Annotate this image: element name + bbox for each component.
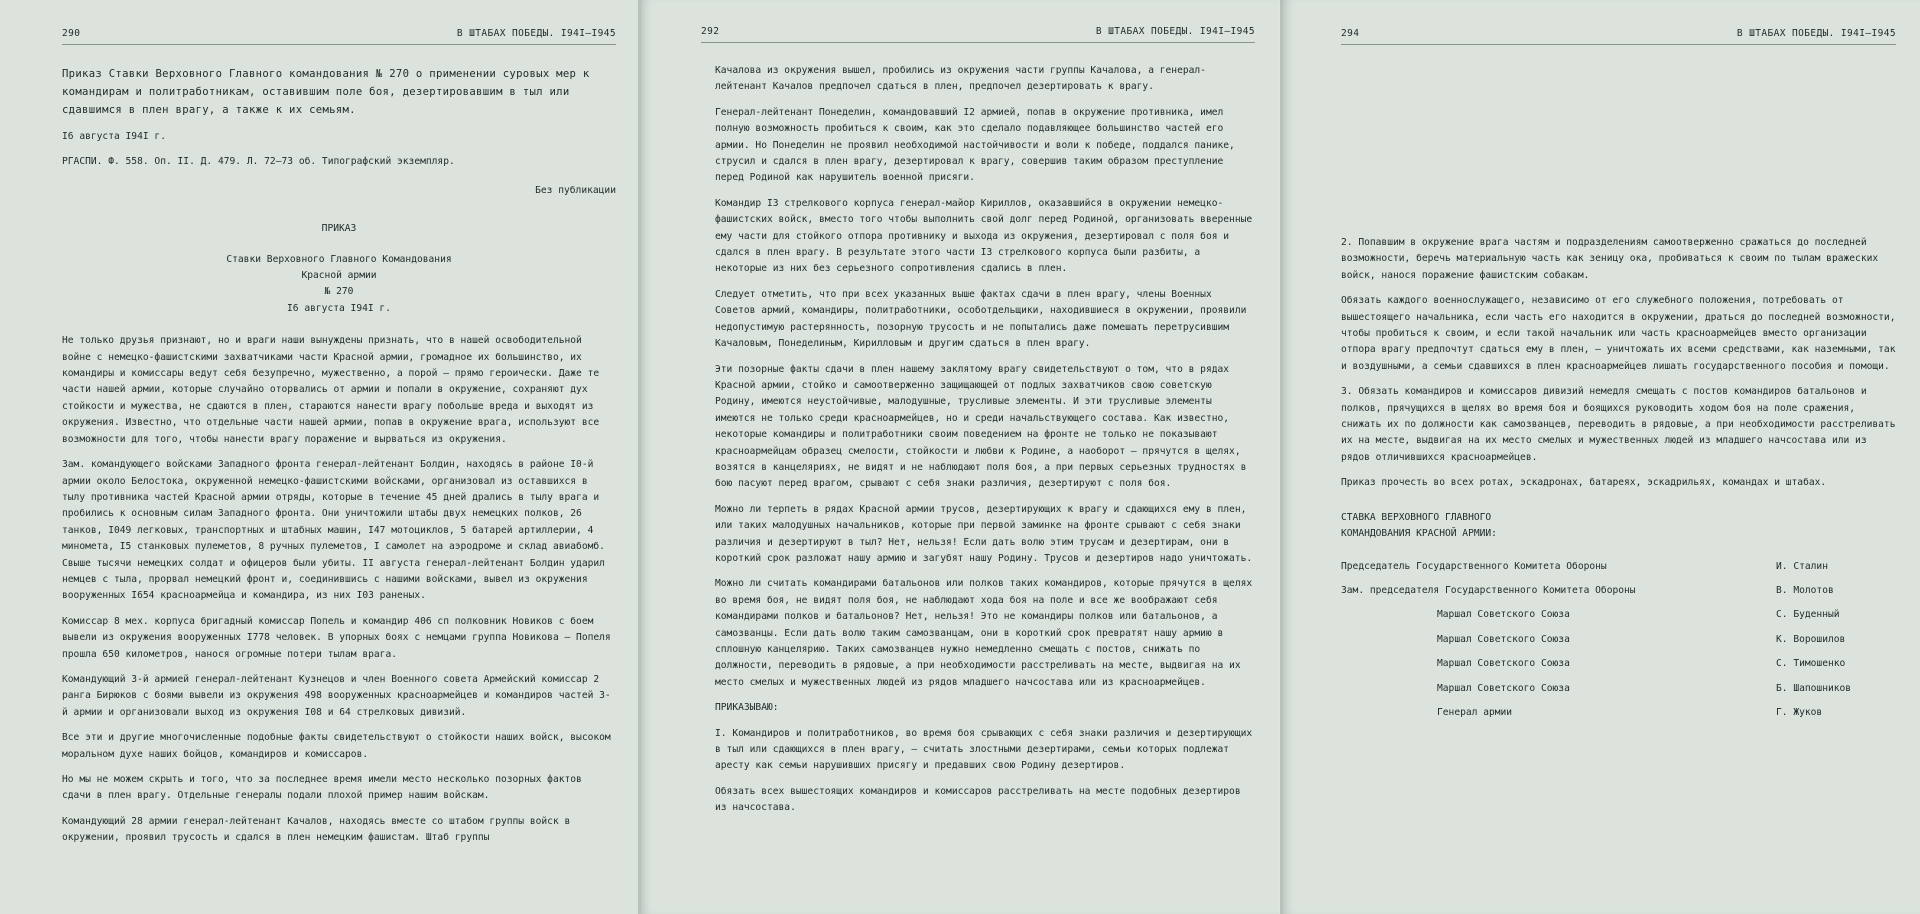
- paragraph: Не только друзья признают, но и враги наши вынуждены признать, что в нашей освободительной войне с немецко-фашистскими захватчиками части Красной армии, громадное их большинство, их командиры и комиссары ведут себя безупречно, мужественно, а порой — прямо героически. Даже те части нашей армии, которые случайно оторвались от армии и попали в окружение, сохраняют дух стойкости и мужества, не сдаются в плен, стараются нанести врагу побольше вреда и выходят из окружения. Известно, что отдельные части нашей армии, попав в окружение врага, используют все возможности для того, чтобы нанести врагу поражение и вырваться из окружения.: [62, 335, 600, 445]
- page-number: 294: [1341, 28, 1360, 39]
- page-header: [62, 28, 616, 45]
- order-directive-heading: ПРИКАЗЫВАЮ:: [715, 702, 779, 714]
- paragraph: 3. Обязать командиров и комиссаров дивизий немедля смещать с постов командиров батальонов и полков, прячущихся в щелях во время боя и боящихся руководить ходом боя на поле сражения, снижать их по должности как самозванцев, переводить в рядовые, а при необходимости расстреливать их на месте, выдвигая на их место смелых и мужественных людей из младшего начсостава или из рядов отличившихся красноармейцев.: [1341, 386, 1896, 463]
- signatory-position: Генерал армии: [1437, 706, 1513, 718]
- signatory-name: В. Молотов: [1776, 584, 1834, 596]
- page-294: [1283, 0, 1920, 914]
- signature-row: [1341, 656, 1896, 672]
- running-header: В ШТАБАХ ПОБЕДЫ. I94I–I945: [1736, 28, 1896, 39]
- running-header: В ШТАБАХ ПОБЕДЫ. I94I–I945: [1095, 26, 1255, 37]
- page-header: [1341, 28, 1896, 45]
- archive-source: РГАСПИ. Ф. 558. Оп. II. Д. 479. Л. 72–73 об. Типографский экземпляр.: [62, 156, 455, 168]
- signatory-position: Зам. председателя Государственного Комитета Обороны: [1341, 584, 1636, 596]
- paragraph: Можно ли считать командирами батальонов или полков таких командиров, которые прячутся в щелях во время боя, не видят поля боя, не наблюдают хода боя на поле и все же воображают себя командирами полков и батальонов? Нет, нельзя! Это не командиры полков или батальонов, а самозванцы. Если дать волю таким самозванцам, они в короткий срок превратят нашу армию в сплошную канцелярию. Таких самозванцев нужно немедленно смещать с постов, снижать по должности, переводить в рядовые, а при необходимости расстреливать на месте, выдвигая на их место смелых и мужественных людей из рядов младшего начсостава или из красноармейцев.: [715, 578, 1253, 688]
- page-292: [641, 0, 1279, 914]
- paragraph: Обязать всех вышестоящих командиров и комиссаров расстреливать на месте подобных дезертиров из начсостава.: [715, 785, 1241, 814]
- paragraph: Эти позорные факты сдачи в плен нашему заклятому врагу свидетельствуют о том, что в рядах Красной армии, стойко и самоотверженно защищающей от подлых захватчиков свою советскую Родину, имеются неустойчивые, малодушные, трусливые элементы. И эти трусливые элементы имеются не только среди красноармейцев, но и среди начальствующего состава. Как известно, некоторые командиры и политработники своим поведением на фронте не только не показывают красноармейцам образец смелости, стойкости и любви к Родине, а наоборот — прячутся в щелях, возятся в канцеляриях, не видят и не наблюдают поля боя, а при первых серьезных трудностях в бою пасуют перед врагом, срывают с себя знаки различия, дезертируют с поля боя.: [715, 363, 1247, 490]
- paragraph: 2. Попавшим в окружение врага частям и подразделениям самоотверженно сражаться до последней возможности, беречь материальную часть как зеницу ока, пробиваться к своим по тылам вражеских войск, нанося поражение фашистским собакам.: [1341, 237, 1879, 281]
- paragraph: I. Командиров и политработников, во время боя срывающих с себя знаки различия и дезертирующих в тыл или сдающихся в плен врагу, — считать злостными дезертирами, семьи которых подлежат аресту как семьи нарушивших присягу и предавших свою Родину дезертиров.: [715, 727, 1253, 772]
- signature-row: [1341, 607, 1896, 623]
- signature-row: [1341, 559, 1896, 575]
- paragraph: Можно ли терпеть в рядах Красной армии трусов, дезертирующих к врагу и сдающихся ему в плен, или таких малодушных начальников, которые при первой заминке на фронте срывают с себя знаки различия и дезертируют в тыл? Нет, нельзя! Если дать волю этим трусам и дезертирам, они в короткий срок разложат нашу армию и загубят нашу Родину. Трусов и дезертиров надо уничтожать.: [715, 503, 1253, 564]
- paragraph: Генерал-лейтенант Понеделин, командовавший I2 армией, попав в окружение противника, имел полную возможность пробиться к своим, как это сделало подавляющее большинство частей его армии. Но Понеделин не проявил необходимой настойчивости и воли к победе, поддался панике, струсил и сдался в плен врагу, дезертировал к врагу, совершив таким образом преступление перед Родиной как нарушитель военной присяги.: [715, 106, 1235, 184]
- publication-note: Без публикации: [535, 184, 616, 196]
- order-heading-line: Ставки Верховного Главного Командования: [226, 253, 452, 265]
- stavka-line: КОМАНДОВАНИЯ КРАСНОЙ АРМИИ:: [1341, 528, 1497, 540]
- signatory-position: Маршал Советского Союза: [1437, 609, 1570, 621]
- order-heading: [62, 252, 616, 318]
- document-title: Приказ Ставки Верховного Главного командования № 270 о применении суровых мер к командирам и политработникам, оставившим поле боя, дезертировавшим в тыл или сдавшимся в плен врагу, а также к их семьям.: [62, 68, 590, 116]
- paragraph: Командующий 3-й армией генерал-лейтенант Кузнецов и член Военного совета Армейский комиссар 2 ранга Бирюков с боями вывели из окружения 498 вооруженных красноармейцев и командиров частей 3-й армии и организовали выход из окружения I08 и 64 стрелковых дивизий.: [62, 673, 611, 718]
- signature-row: [1341, 705, 1896, 721]
- signature-row: [1341, 632, 1896, 648]
- page-290: [0, 0, 638, 914]
- page-number: 292: [701, 26, 720, 37]
- signature-row: [1341, 681, 1896, 697]
- order-date: I6 августа I94I г.: [287, 302, 391, 314]
- paragraph: Приказ прочесть во всех ротах, эскадронах, батареях, эскадрильях, командах и штабах.: [1341, 477, 1827, 489]
- paragraph: Обязать каждого военнослужащего, независимо от его служебного положения, потребовать от вышестоящего начальника, если часть его находится в окружении, драться до последней возможности, чтобы пробиться к своим, и если такой начальник или часть красноармейцев вместо организации отпора врагу предпочтут сдаться ему в плен, — уничтожать их всеми средствами, как наземными, так и воздушными, а семьи сдавшихся в плен красноармейцев лишать государственного пособия и помощи.: [1341, 295, 1896, 372]
- order-number: № 270: [324, 286, 354, 298]
- document-date: I6 августа I94I г.: [62, 131, 166, 142]
- paragraph: Все эти и другие многочисленные подобные факты свидетельствуют о стойкости наших войск, высоком моральном духе наших бойцов, командиров и комиссаров.: [62, 732, 611, 760]
- signatory-name: Б. Шапошников: [1776, 682, 1852, 694]
- signatory-name: С. Буденный: [1776, 609, 1840, 621]
- order-heading-line: Красной армии: [301, 270, 377, 282]
- signatory-position: Маршал Советского Союза: [1437, 633, 1570, 645]
- stavka-heading: [1341, 510, 1896, 543]
- paragraph: Но мы не можем скрыть и того, что за последнее время имели место несколько позорных фактов сдачи в плен врагу. Отдельные генералы подали плохой пример нашим войскам.: [62, 774, 582, 802]
- signatory-name: Г. Жуков: [1776, 706, 1823, 718]
- signatory-position: Маршал Советского Союза: [1437, 682, 1570, 694]
- paragraph: Комиссар 8 мех. корпуса бригадный комиссар Попель и командир 406 сп полковник Новиков с боем вывели из окружения вооруженных I778 человек. В упорных боях с немцами группа Новикова — Попеля прошла 650 километров, нанося огромные потери тылам врага.: [62, 615, 611, 660]
- signature-row: [1341, 583, 1896, 599]
- signatory-name: К. Ворошилов: [1776, 633, 1846, 645]
- order-word: ПРИКАЗ: [321, 223, 357, 235]
- running-header: В ШТАБАХ ПОБЕДЫ. I94I–I945: [456, 28, 616, 39]
- paragraph: Следует отметить, что при всех указанных выше фактах сдачи в плен врагу, члены Военных Советов армий, командиры, политработники, особотдельщики, находившиеся в окружении, проявили недопустимую растерянность, позорную трусость и не попытались даже помешать перетрусившим Качаловым, Понеделиным, Кирилловым и другим сдаться в плен врагу.: [715, 288, 1247, 350]
- page-number: 290: [62, 28, 81, 39]
- signatory-position: Председатель Государственного Комитета Обороны: [1341, 560, 1607, 572]
- signatory-name: С. Тимошенко: [1776, 658, 1846, 670]
- signature-block: [1341, 559, 1896, 722]
- paragraph: Командир I3 стрелкового корпуса генерал-майор Кириллов, оказавшийся в окружении немецко-фашистских войск, вместо того чтобы выполнить свой долг перед Родиной, организовать вверенные ему части для стойкого отпора противнику и выхода из окружения, дезертировал с поля боя и сдался в плен врагу. В результате этого части I3 стрелкового корпуса были разбиты, а некоторые из них без серьезного сопротивления сдались в плен.: [715, 197, 1253, 275]
- page-header: [701, 26, 1255, 43]
- paragraph: Зам. командующего войсками Западного фронта генерал-лейтенант Болдин, находясь в районе I0-й армии около Белостока, окруженной немецко-фашистскими войсками, организовал из оставшихся в тылу противника частей Красной армии отряды, которые в течение 45 дней дрались в тылу врага и пробились к основным силам Западного фронта. Они уничтожили штабы двух немецких полков, 26 танков, I049 легковых, транспортных и штабных машин, I47 мотоциклов, 5 батарей артиллерии, 4 минометa, I5 станковых пулеметов, 8 ручных пулеметов, I самолет на аэродроме и склад авиабомб. Свыше тысячи немецких солдат и офицеров были убиты. II августа генерал-лейтенант Болдин ударил немцев с тыла, прорвал немецкий фронт и, соединившись с нашими войсками, вывел из окружения вооруженных I654 красноармейца и командира, из них I03 раненых.: [62, 459, 605, 602]
- signatory-position: Маршал Советского Союза: [1437, 658, 1570, 670]
- stavka-line: СТАВКА ВЕРХОВНОГО ГЛАВНОГО: [1341, 511, 1492, 523]
- paragraph: Качалова из окружения вышел, пробились из окружения части группы Качалова, а генерал-лейтенант Качалов предпочел сдаться в плен, предпочел дезертировать к врагу.: [715, 65, 1206, 93]
- paragraph: Командующий 28 армии генерал-лейтенант Качалов, находясь вместе со штабом группы войск в окружении, проявил трусость и сдался в плен немецким фашистам. Штаб группы: [62, 815, 571, 844]
- signatory-name: И. Сталин: [1776, 560, 1828, 572]
